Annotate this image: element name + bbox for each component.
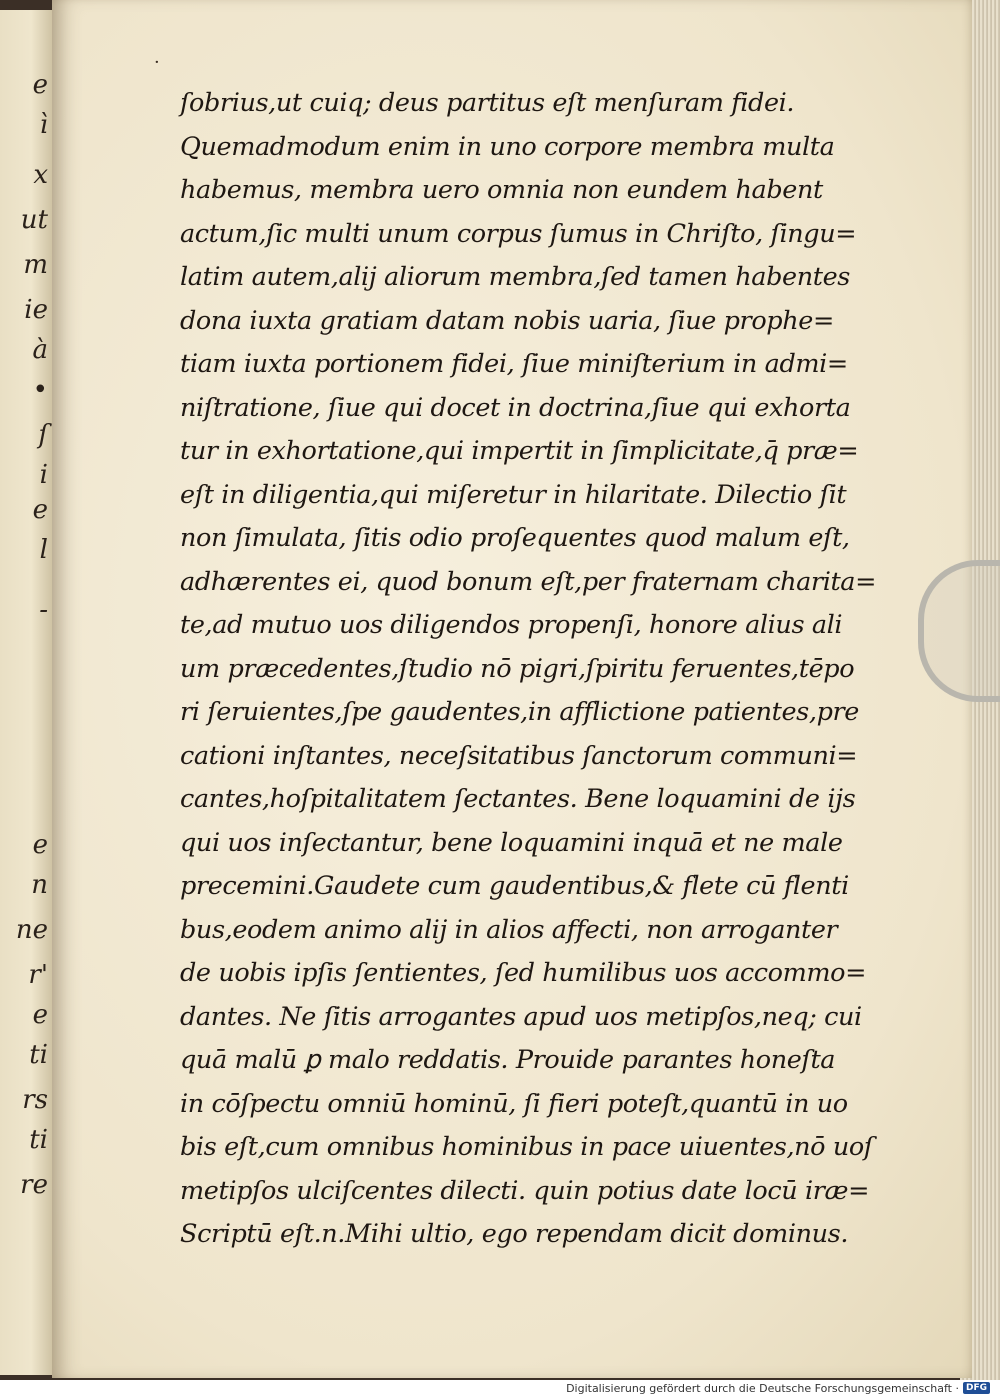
left-page-fragment: ie: [24, 295, 48, 325]
text-line: ri ſeruientes,ſpe gaudentes,in afflictione patientes,pre: [180, 697, 859, 727]
text-line: te,ad mutuo uos diligendos propenſi, honore alius ali: [180, 610, 843, 640]
footer-credit: [566, 1380, 990, 1396]
text-block: [180, 82, 877, 1257]
left-page-fragment: e: [32, 830, 48, 860]
text-line: Quemadmodum enim in uno corpore membra multa: [180, 131, 835, 162]
left-page-fragment: ti: [29, 1125, 48, 1155]
left-page-edge: [0, 10, 52, 1375]
left-page-fragment: ne: [15, 915, 48, 945]
left-page-fragment: e: [32, 495, 48, 525]
left-page-fragment: rs: [22, 1085, 48, 1115]
text-line: latim autem,alij aliorum membra,ſed tamen habentes: [180, 262, 850, 292]
text-line: non ſimulata, ſitis odio proſequentes quod malum eſt,: [180, 523, 850, 553]
left-page-fragment: à: [32, 335, 48, 365]
left-page-fragment: •: [32, 375, 48, 405]
text-line: tiam iuxta portionem fidei, ſiue miniſterium in admi=: [180, 349, 848, 379]
text-line: dantes. Ne ſitis arrogantes apud uos metipſos,neq; cui: [180, 1001, 862, 1032]
left-page-fragment: m: [23, 250, 48, 280]
left-page-fragment: i: [39, 460, 48, 490]
left-page-fragment: l: [39, 535, 48, 565]
text-line: adhærentes ei, quod bonum eſt,per fraternam charita=: [180, 566, 877, 597]
left-page-fragment: ì: [39, 110, 48, 140]
text-line: actum,ſic multi unum corpus ſumus in Chriſto, ſingu=: [180, 218, 857, 249]
left-page-fragment: x: [33, 160, 48, 190]
footer-text: Digitalisierung gefördert durch die Deutsche Forschungsgemeinschaft ·: [566, 1381, 959, 1395]
page-mark: ·: [154, 52, 160, 73]
left-page-fragment: ut: [20, 205, 48, 235]
text-line: qui uos inſectantur, bene loquamini inquā et ne male: [180, 827, 843, 858]
left-page-fragment: r': [28, 960, 48, 990]
text-line: um præcedentes,ſtudio nō pigri,ſpiritu feruentes,tēpo: [180, 653, 855, 684]
text-line: niſtratione, ſiue qui docet in doctrina,ſiue qui exhorta: [180, 392, 851, 423]
left-page-fragment: re: [20, 1170, 48, 1200]
text-line: in cōſpectu omniū hominū, ſi fieri poteſt,quantū in uo: [180, 1088, 848, 1119]
left-page-fragment: -: [39, 595, 48, 625]
text-line: bus,eodem animo alij in alios affecti, non arroganter: [180, 914, 838, 945]
left-page-fragment: e: [32, 1000, 48, 1030]
text-line: cantes,hoſpitalitatem ſectantes. Bene loquamini de ijs: [180, 784, 856, 814]
dfg-logo: DFG: [963, 1382, 990, 1394]
text-line: bis eſt,cum omnibus hominibus in pace uiuentes,nō uoſ: [180, 1132, 873, 1162]
text-line: eſt in diligentia,qui miſeretur in hilaritate. Dilectio ſit: [180, 479, 847, 510]
left-page-fragment: n: [31, 870, 48, 900]
text-line: precemini.Gaudete cum gaudentibus,& flete cū flenti: [180, 871, 849, 901]
book-page: [52, 0, 972, 1378]
left-page-fragment: ti: [29, 1040, 48, 1070]
text-line: de uobis ipſis ſentientes, ſed humilibus uos accommo=: [180, 958, 867, 988]
text-line: metipſos ulciſcentes dilecti. quin potius date locū iræ=: [180, 1175, 870, 1206]
text-line: tur in exhortatione,qui impertit in ſimplicitate,q̄ præ=: [180, 436, 859, 466]
text-line: cationi inſtantes, neceſsitatibus ſanctorum communi=: [180, 740, 858, 771]
text-line: habemus, membra uero omnia non eundem habent: [180, 175, 823, 205]
text-line: quā malū ꝑ malo reddatis. Prouide parantes honeſta: [180, 1045, 836, 1075]
text-line: ſobrius,ut cuiq; deus partitus eſt menſuram fidei.: [180, 88, 795, 118]
text-line: dona iuxta gratiam datam nobis uaria, ſiue prophe=: [180, 305, 834, 336]
left-page-fragment: ſ: [38, 420, 48, 450]
left-page-fragment: e: [32, 70, 48, 100]
text-line: Scriptū eſt.n.Mihi ultio, ego rependam dicit dominus.: [180, 1219, 849, 1249]
